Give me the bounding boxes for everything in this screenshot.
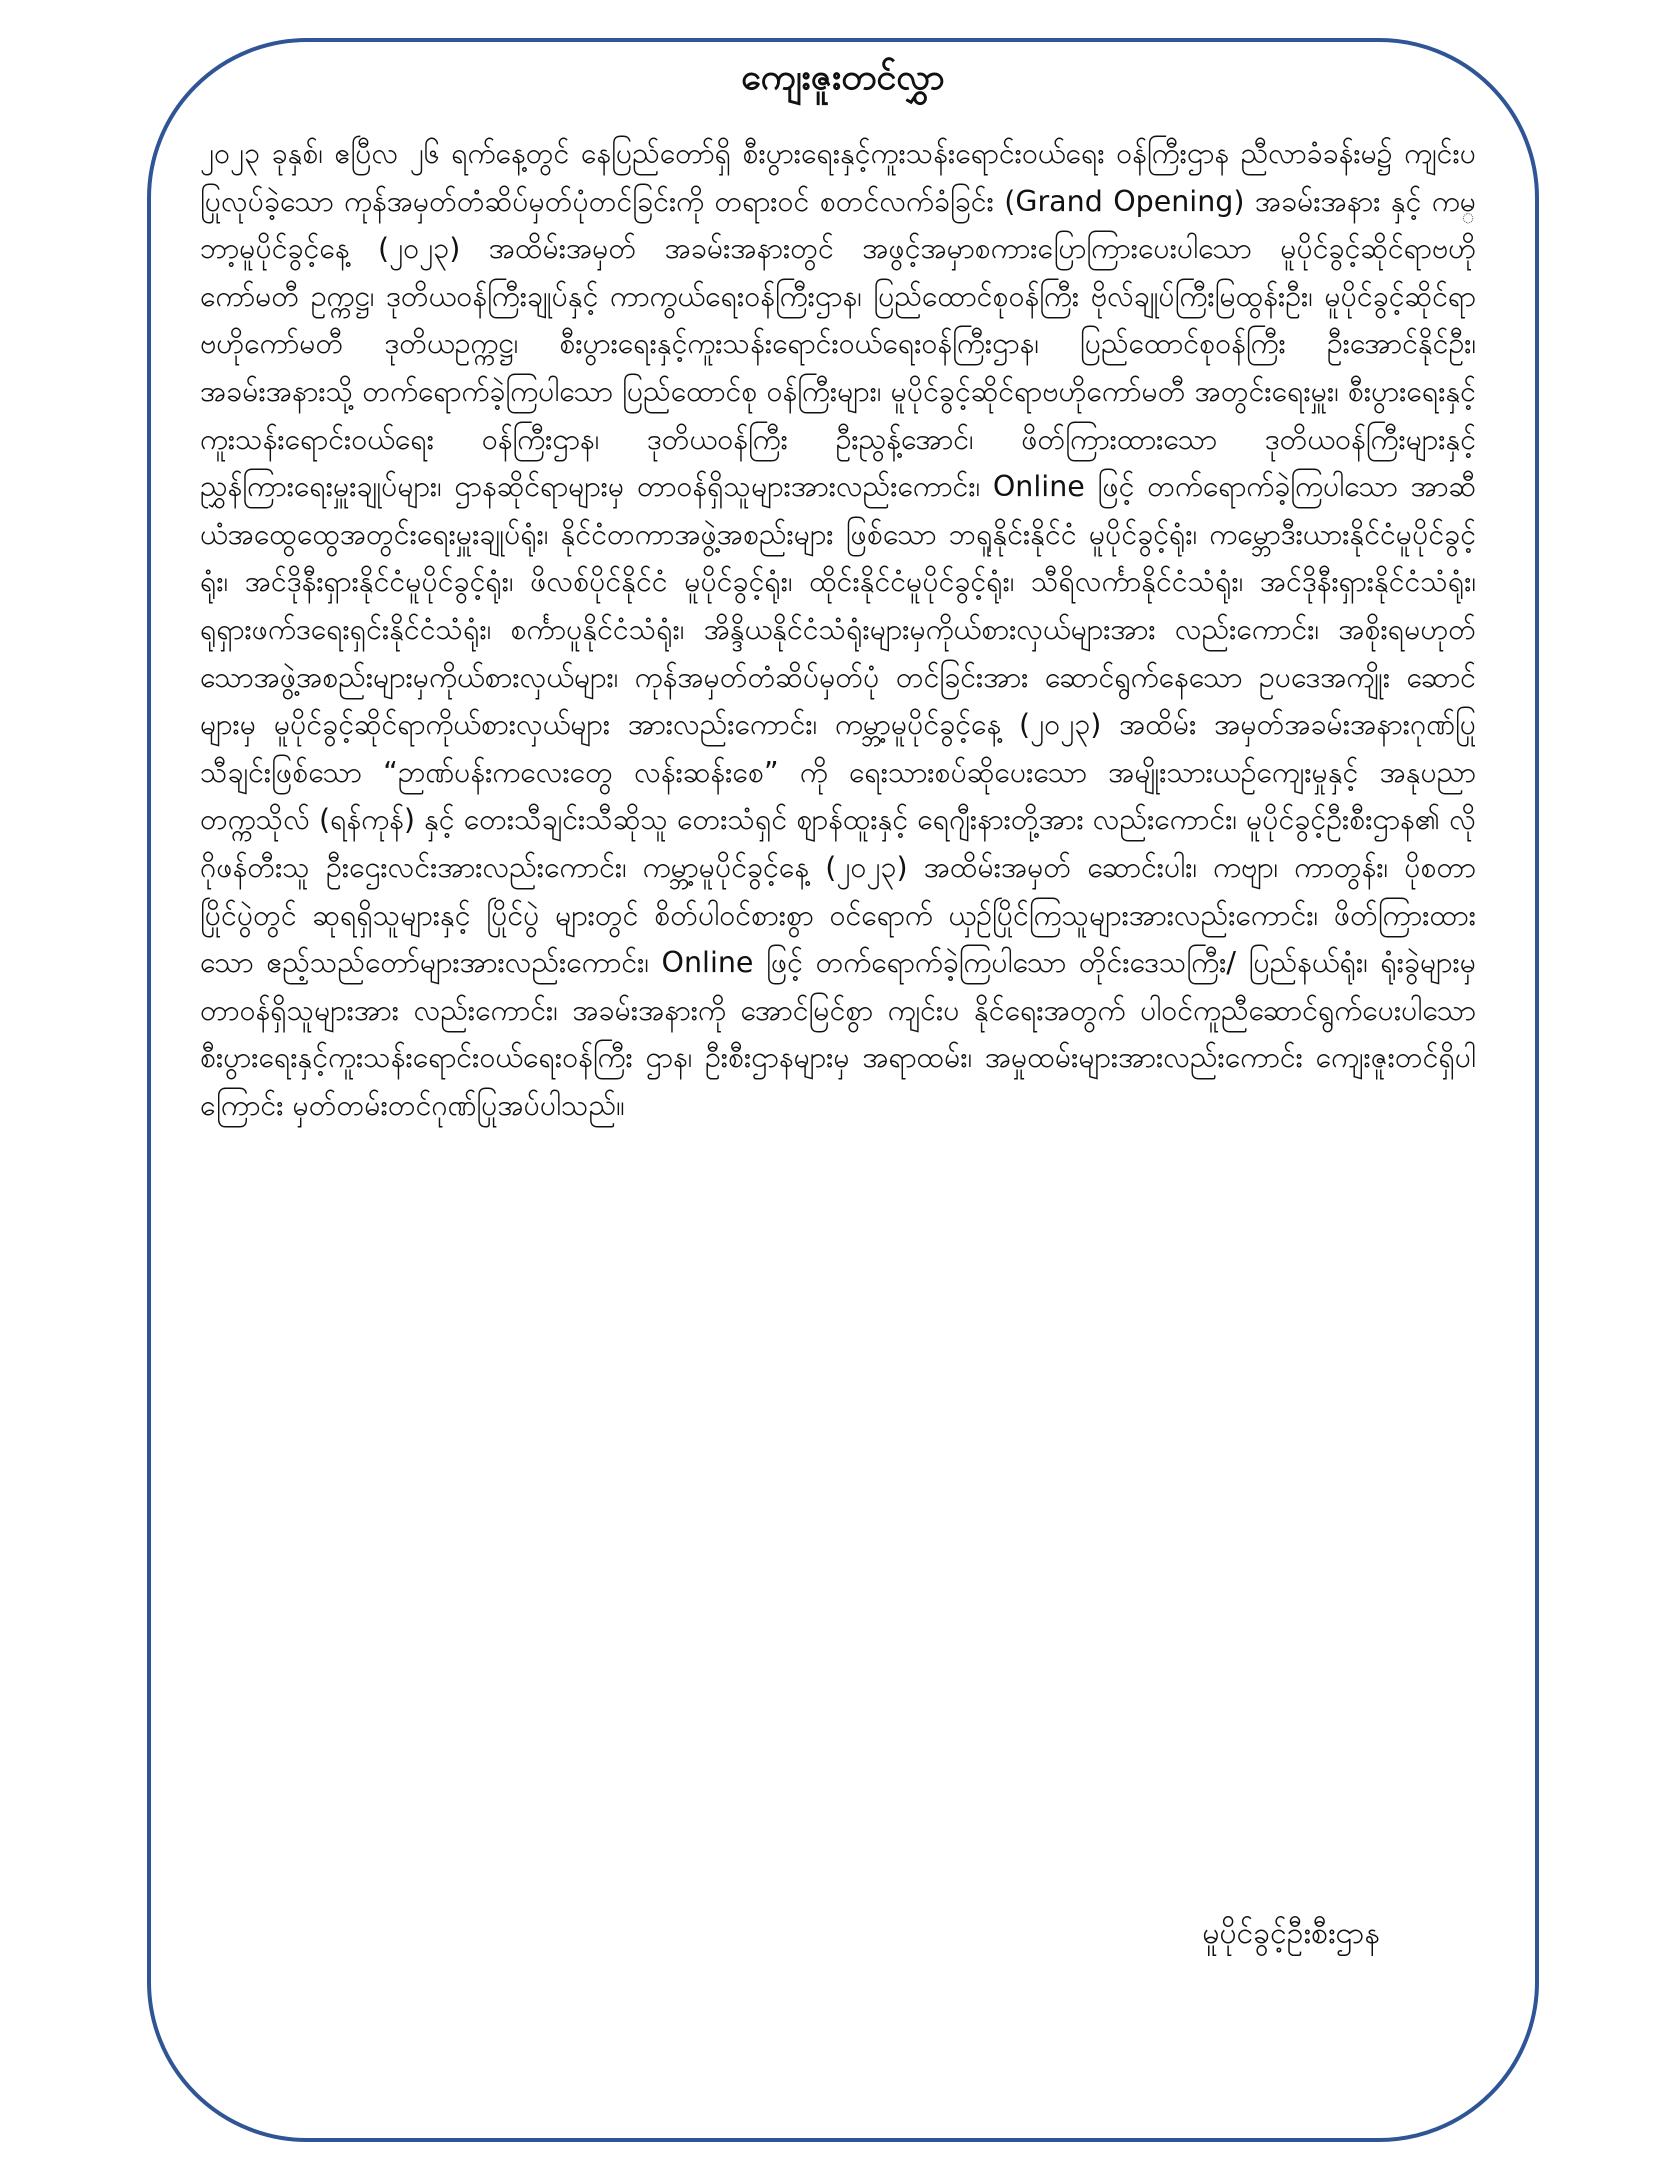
signature-department: မူပိုင်ခွင့်ဦးစီးဌာန [1202, 1916, 1380, 1951]
document-body: ၂၀၂၃ ခုနှစ်၊ ဧပြီလ ၂၆ ရက်နေ့တွင် နေပြည်တော်ရှိ စီးပွားရေးနှင့်ကူးသန်းရောင်းဝယ်ရေး ဝန်ကြီးဌာန ညီလာခံခန်းမ၌ ကျင်းပပြုလုပ်ခဲ့သော ကုန်အမှတ်တံဆိပ်မှတ်ပုံတင်ခြင်းကို တရားဝင် စတင်လက်ခံခြင်း (Grand Opening) အခမ်းအနား နှင့် ကမ္ဘာ့မူပိုင်ခွင့်နေ့ (၂၀၂၃) အထိမ်းအမှတ် အခမ်းအနားတွင် အဖွင့်အမှာစကားပြောကြားပေးပါသော မူပိုင်ခွင့်ဆိုင်ရာဗဟိုကော်မတီ ဥက္ကဋ္ဌ၊ ဒုတိယဝန်ကြီးချုပ်နှင့် ကာကွယ်ရေးဝန်ကြီးဌာန၊ ပြည်ထောင်စုဝန်ကြီး ဗိုလ်ချုပ်ကြီးမြထွန်းဦး၊ မူပိုင်ခွင့်ဆိုင်ရာဗဟိုကော်မတီ ဒုတိယဥက္ကဋ္ဌ၊ စီးပွားရေးနှင့်ကူးသန်းရောင်းဝယ်ရေးဝန်ကြီးဌာန၊ ပြည်ထောင်စုဝန်ကြီး ဦးအောင်နိုင်ဦး၊ အခမ်းအနားသို့ တက်ရောက်ခဲ့ကြပါသော ပြည်ထောင်စု ဝန်ကြီးများ၊ မူပိုင်ခွင့်ဆိုင်ရာဗဟိုကော်မတီ အတွင်းရေးမှူး၊ စီးပွားရေးနှင့် ကူးသန်းရောင်းဝယ်ရေး ဝန်ကြီးဌာန၊ ဒုတိယဝန်ကြီး ဦးညွန့်အောင်၊ ဖိတ်ကြားထားသော ဒုတိယဝန်ကြီးများနှင့် ညွှန်ကြားရေးမှူးချုပ်များ၊ ဌာနဆိုင်ရာများမှ တာဝန်ရှိသူများအားလည်းကောင်း၊ Online ဖြင့် တက်ရောက်ခဲ့ကြပါသော အာဆီယံအထွေထွေအတွင်းရေးမှူးချုပ်ရုံး၊ နိုင်ငံတကာအဖွဲ့အစည်းများ ဖြစ်သော ဘရူနိုင်းနိုင်ငံ မူပိုင်ခွင့်ရုံး၊ ကမ္ဘောဒီးယားနိုင်ငံမူပိုင်ခွင့်ရုံး၊ အင်ဒိုနီးရှားနိုင်ငံမူပိုင်ခွင့်ရုံး၊ ဖိလစ်ပိုင်နိုင်ငံ မူပိုင်ခွင့်ရုံး၊ ထိုင်းနိုင်ငံမူပိုင်ခွင့်ရုံး၊ သီရိလင်္ကာနိုင်ငံသံရုံး၊ အင်ဒိုနီးရှားနိုင်ငံသံရုံး၊ ရုရှားဖက်ဒရေးရှင်းနိုင်ငံသံရုံး၊ စင်္ကာပူနိုင်ငံသံရုံး၊ အိန္ဒိယနိုင်ငံသံရုံးများမှကိုယ်စားလှယ်များအား လည်းကောင်း၊ အစိုးရမဟုတ်သောအဖွဲ့အစည်းများမှကိုယ်စားလှယ်များ၊ ကုန်အမှတ်တံဆိပ်မှတ်ပုံ တင်ခြင်းအား ဆောင်ရွက်နေသော ဥပဒေအကျိုး ဆောင်များမှ မူပိုင်ခွင့်ဆိုင်ရာကိုယ်စားလှယ်များ အားလည်းကောင်း၊ ကမ္ဘာ့မူပိုင်ခွင့်နေ့ (၂၀၂၃) အထိမ်း အမှတ်အခမ်းအနားဂုဏ်ပြုသီချင်းဖြစ်သော “ဉာဏ်ပန်းကလေးတွေ လန်းဆန်းစေ” ကို ရေးသားစပ်ဆိုပေးသော အမျိုးသားယဉ်ကျေးမှုနှင့် အနုပညာတက္ကသိုလ် (ရန်ကုန်) နှင့် တေးသီချင်းသီဆိုသူ တေးသံရှင် ဈာန်ထူးနှင့် ရေဂျီးနားတို့အား လည်းကောင်း၊ မူပိုင်ခွင့်ဦးစီးဌာန၏ လိုဂိုဖန်တီးသူ ဦးဌေးလင်းအားလည်းကောင်း၊ ကမ္ဘာ့မူပိုင်ခွင့်နေ့ (၂၀၂၃) အထိမ်းအမှတ် ဆောင်းပါး၊ ကဗျာ၊ ကာတွန်း၊ ပိုစတာ ပြိုင်ပွဲတွင် ဆုရရှိသူများနှင့် ပြိုင်ပွဲ များတွင် စိတ်ပါဝင်စားစွာ ဝင်ရောက် ယှဉ်ပြိုင်ကြသူများအားလည်းကောင်း၊ ဖိတ်ကြားထားသော ဧည့်သည်တော်များအားလည်းကောင်း၊ Online ဖြင့် တက်ရောက်ခဲ့ကြပါသော တိုင်းဒေသကြီး/ ပြည်နယ်ရုံး၊ ရုံးခွဲများမှ တာဝန်ရှိသူများအား လည်းကောင်း၊ အခမ်းအနားကို အောင်မြင်စွာ ကျင်းပ နိုင်ရေးအတွက် ပါဝင်ကူညီဆောင်ရွက်ပေးပါသော စီးပွားရေးနှင့်ကူးသန်းရောင်းဝယ်ရေးဝန်ကြီး ဌာန၊ ဦးစီးဌာနများမှ အရာထမ်း၊ အမှုထမ်းများအားလည်းကောင်း ကျေးဇူးတင်ရှိပါကြောင်း မှတ်တမ်းတင်ဂုဏ်ပြုအပ်ပါသည်။ [200, 137, 1476, 1122]
document-title: ကျေးဇူးတင်လွှာ [741, 57, 945, 98]
